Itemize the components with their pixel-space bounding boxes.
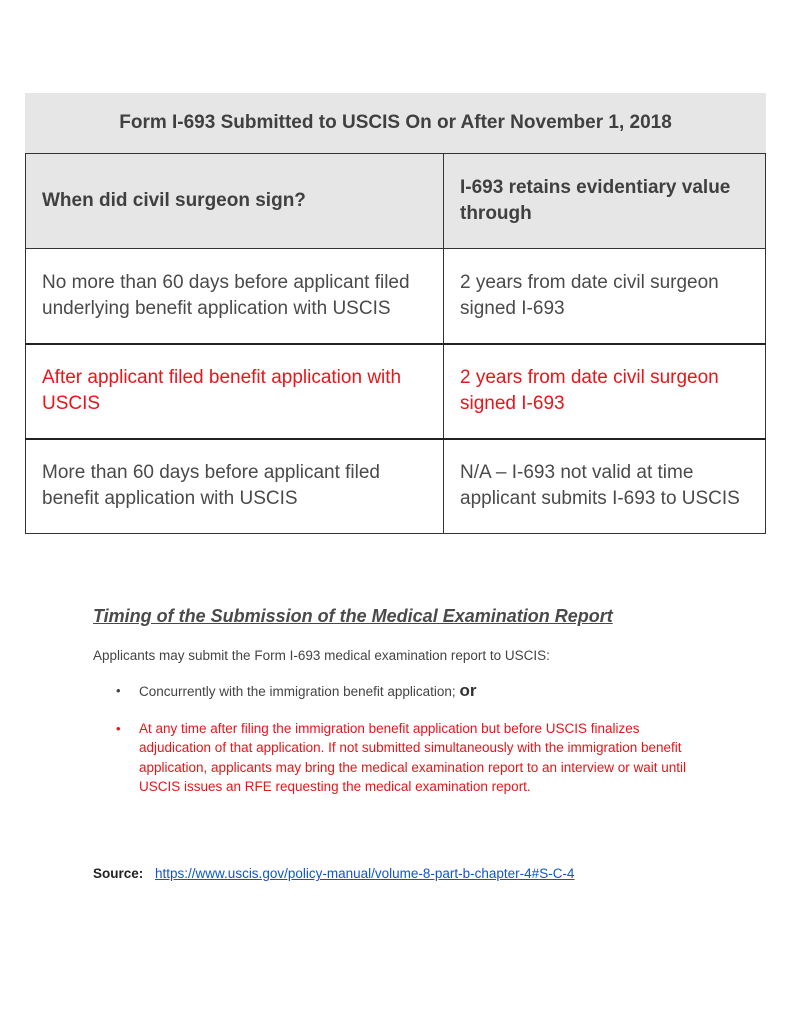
- cell-through: 2 years from date civil surgeon signed I-693: [444, 249, 766, 344]
- bullet-icon: •: [116, 683, 121, 698]
- table-title: Form I-693 Submitted to USCIS On or After November 1, 2018: [25, 93, 766, 153]
- bullet-list: [116, 681, 713, 797]
- validity-table: [25, 93, 766, 534]
- column-header-when: When did civil surgeon sign?: [26, 154, 444, 249]
- list-item-conjunction: or: [459, 681, 477, 700]
- list-item: [116, 681, 713, 702]
- table-row-highlighted: [26, 344, 766, 439]
- cell-through: N/A – I-693 not valid at time applicant submits I-693 to USCIS: [444, 439, 766, 534]
- cell-when: More than 60 days before applicant filed benefit application with USCIS: [26, 439, 444, 534]
- column-header-through: I-693 retains evidentiary value through: [444, 154, 766, 249]
- cell-when: After applicant filed benefit application with USCIS: [26, 344, 444, 439]
- list-item-highlighted: [116, 719, 713, 797]
- table-row: [26, 439, 766, 534]
- source-label: Source:: [93, 866, 144, 881]
- timing-section: [93, 603, 713, 797]
- table-row: [26, 249, 766, 344]
- cell-when: No more than 60 days before applicant filed underlying benefit application with USCIS: [26, 249, 444, 344]
- table-header-row: [26, 154, 766, 249]
- section-title: Timing of the Submission of the Medical Examination Report: [93, 606, 613, 626]
- list-item-text: At any time after filing the immigration benefit application but before USCIS finalizes adjudication of that application. If not submitted simultaneously with the immigration benefit application, applicants may bring the medical examination report to an interview or wait until USCIS issues an RFE requesting the medical examination report.: [139, 720, 687, 794]
- source-link[interactable]: https://www.uscis.gov/policy-manual/volume-8-part-b-chapter-4#S-C-4: [155, 866, 575, 881]
- bullet-icon: •: [116, 720, 121, 736]
- source-line: [93, 864, 574, 883]
- validity-grid: [25, 153, 766, 534]
- cell-through: 2 years from date civil surgeon signed I-693: [444, 344, 766, 439]
- section-intro: Applicants may submit the Form I-693 medical examination report to USCIS:: [93, 648, 550, 663]
- list-item-text: Concurrently with the immigration benefit application;: [139, 684, 456, 699]
